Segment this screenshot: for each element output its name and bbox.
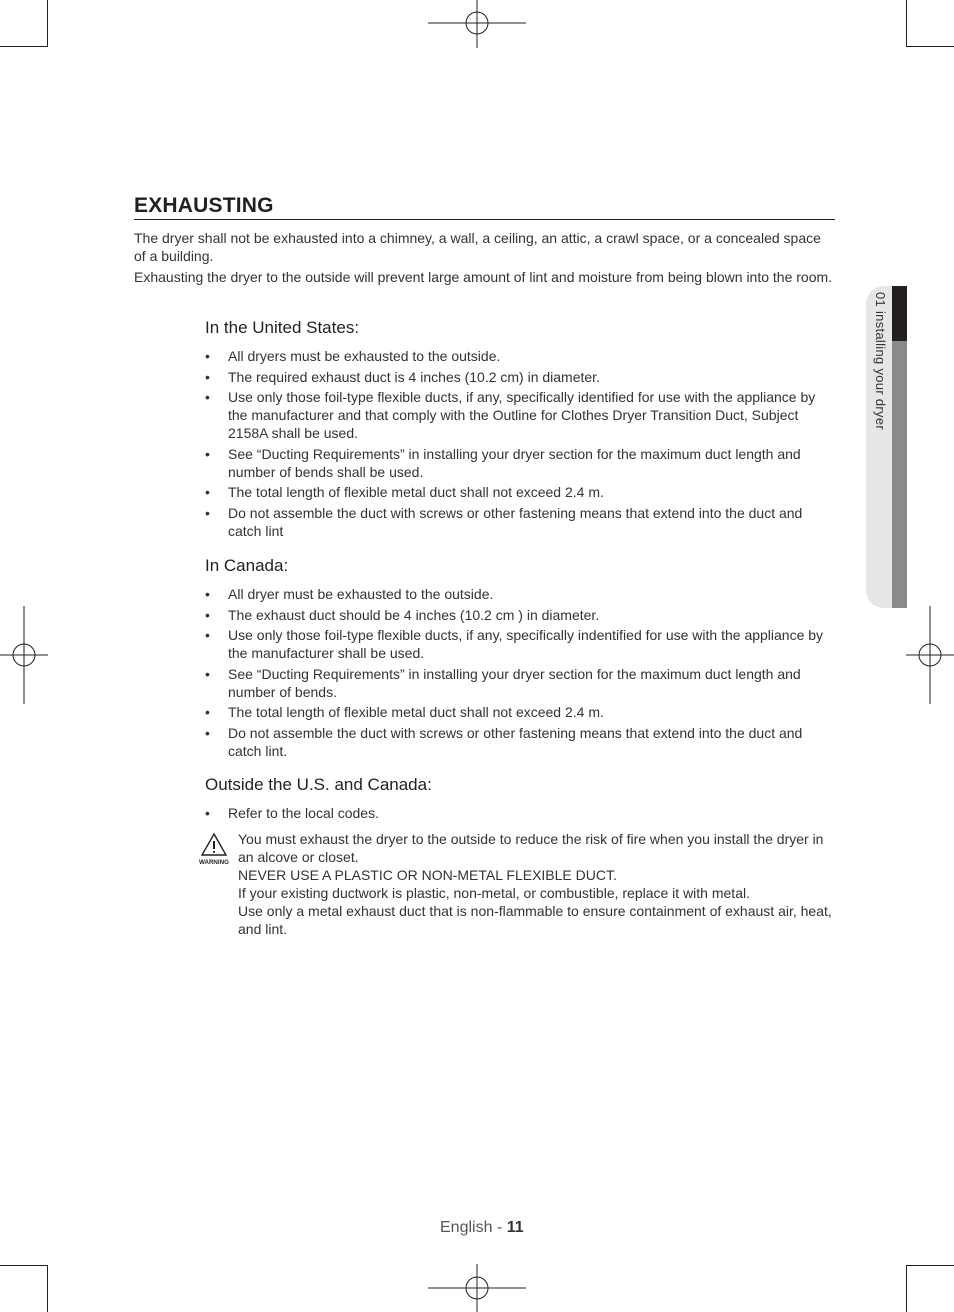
list-item (205, 606, 835, 624)
footer-language: English - (440, 1219, 507, 1236)
warning-line: Use only a metal exhaust duct that is non-flammable to ensure containment of exhaust air, heat, and lint. (238, 903, 832, 937)
bullet-list (205, 804, 835, 822)
bullet-marker: • (205, 348, 210, 364)
section-outside-us-canada (205, 774, 835, 825)
bullet-marker: • (205, 586, 210, 602)
intro-text (134, 229, 834, 289)
bullet-marker: • (205, 389, 210, 405)
registration-target-left (0, 606, 48, 704)
warning-block (198, 830, 838, 938)
list-item-text: See “Ducting Requirements” in installing your dryer section for the maximum duct length and number of bends. (228, 665, 801, 700)
list-item (205, 504, 835, 540)
page-title: EXHAUSTING (134, 194, 835, 220)
bullet-marker: • (205, 627, 210, 643)
list-item (205, 724, 835, 760)
page-footer (440, 1219, 524, 1237)
bullet-list (205, 347, 835, 540)
bullet-marker: • (205, 484, 210, 500)
chapter-tab-strip (892, 341, 907, 608)
list-item-text: The exhaust duct should be 4 inches (10.2 cm ) in diameter. (228, 606, 600, 623)
list-item (205, 483, 835, 501)
list-item-text: Do not assemble the duct with screws or other fastening means that extend into the duct and catch lint (228, 504, 803, 539)
list-item-text: Use only those foil-type flexible ducts, if any, specifically indentified for use with the appliance by the manufacturer shall be used. (228, 627, 824, 661)
registration-target-top (428, 0, 526, 48)
page-number: 11 (506, 1219, 524, 1236)
bullet-marker: • (205, 724, 210, 741)
list-item-text: All dryers must be exhausted to the outside. (228, 348, 501, 364)
warning-text (238, 830, 838, 938)
chapter-tab-label: 01 installing your dryer (873, 292, 888, 430)
bullet-list (205, 585, 835, 760)
warning-icon-label: WARNING (199, 859, 229, 866)
warning-triangle-icon (198, 832, 236, 866)
section-heading: In the United States: (205, 318, 360, 337)
list-item-text: Use only those foil-type flexible ducts, if any, specifically identified for use with the appliance by the manufacturer and that comply with the Outline for Clothes Dryer Transition Duct, Subject 2158A shall be used. (228, 389, 816, 441)
intro-paragraph: Exhausting the dryer to the outside will prevent large amount of lint and moisture from being blown into the room. (134, 269, 833, 285)
bullet-marker: • (205, 665, 210, 682)
bullet-marker: • (205, 445, 210, 462)
list-item-text: See “Ducting Requirements” in installing your dryer section for the maximum duct length and number of bends shall be used. (228, 445, 801, 480)
section-heading: Outside the U.S. and Canada: (205, 775, 432, 794)
bullet-marker: • (205, 805, 210, 821)
section-heading: In Canada: (205, 556, 289, 575)
warning-line: If your existing ductwork is plastic, non-metal, or combustible, replace it with metal. (238, 885, 750, 901)
list-item (205, 347, 835, 365)
intro-paragraph: The dryer shall not be exhausted into a chimney, a wall, a ceiling, an attic, a crawl space, or a concealed space of a building. (134, 230, 821, 264)
list-item (205, 368, 835, 386)
list-item-text: The total length of flexible metal duct shall not exceed 2.4 m. (228, 484, 604, 500)
bullet-marker: • (205, 704, 210, 720)
registration-target-bottom (428, 1264, 526, 1312)
list-item-text: Do not assemble the duct with screws or other fastening means that extend into the duct and catch lint. (228, 724, 803, 759)
bullet-marker: • (205, 368, 210, 385)
list-item (205, 703, 835, 721)
list-item-text: Refer to the local codes. (228, 805, 379, 821)
warning-line: NEVER USE A PLASTIC OR NON-METAL FLEXIBLE DUCT. (238, 867, 617, 883)
bullet-marker: • (205, 504, 210, 521)
list-item (205, 585, 835, 603)
registration-target-right (906, 606, 954, 704)
list-item (205, 626, 835, 662)
section-united-states (205, 317, 835, 542)
warning-line: You must exhaust the dryer to the outside to reduce the risk of fire when you install the dryer in an alcove or closet. (238, 831, 824, 865)
list-item (205, 804, 835, 822)
bullet-marker: • (205, 606, 210, 623)
list-item-text: The required exhaust duct is 4 inches (10.2 cm) in diameter. (228, 368, 600, 385)
list-item-text: All dryer must be exhausted to the outside. (228, 586, 494, 602)
list-item (205, 445, 835, 481)
chapter-tab-marker (892, 286, 907, 341)
list-item (205, 665, 835, 701)
list-item (205, 388, 835, 442)
list-item-text: The total length of flexible metal duct shall not exceed 2.4 m. (228, 704, 604, 720)
section-canada (205, 555, 835, 762)
